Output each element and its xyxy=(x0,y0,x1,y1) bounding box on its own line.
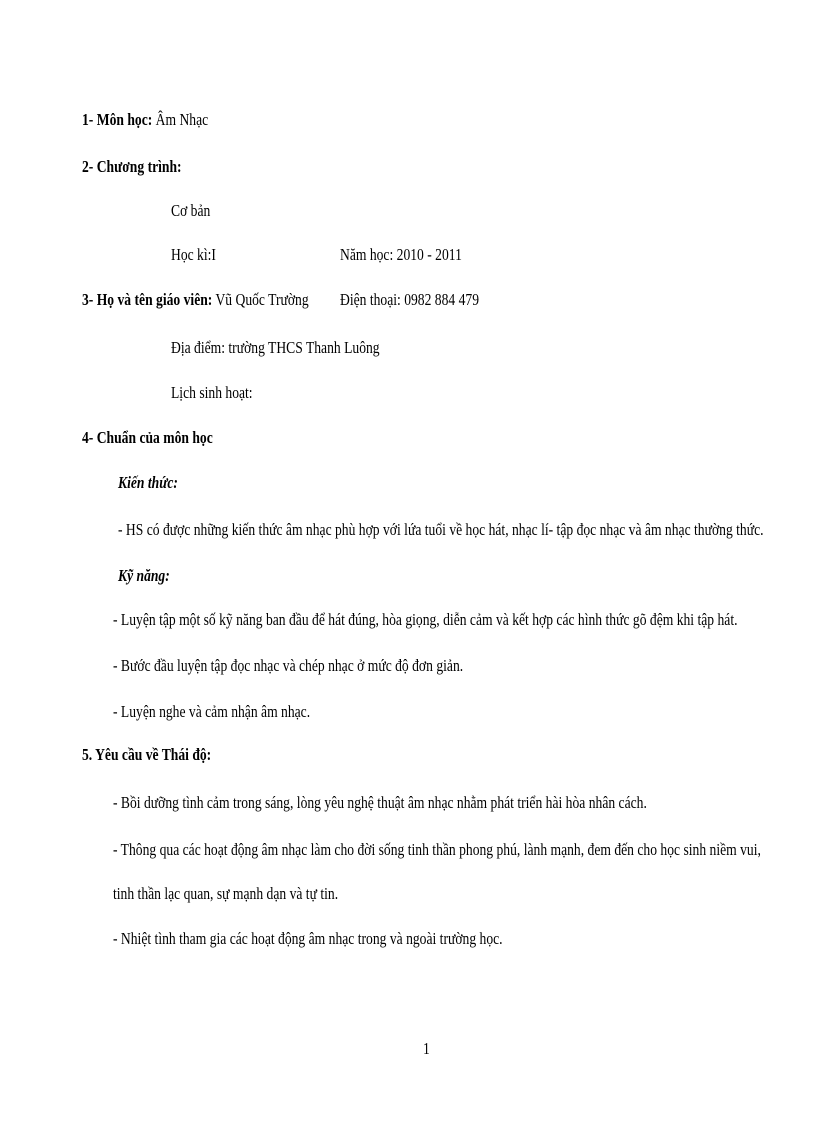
attitude-item: - Nhiệt tình tham gia các hoạt động âm nhạc trong và ngoài trường học. xyxy=(113,929,503,948)
subject-line xyxy=(82,110,208,130)
schedule: Lịch sinh hoạt: xyxy=(171,383,253,402)
page-number: 1 xyxy=(423,1039,430,1058)
school-year: Năm học: 2010 - 2011 xyxy=(340,245,462,264)
subject-value: Âm Nhạc xyxy=(152,110,209,129)
attitude-item-continued: tinh thần lạc quan, sự mạnh dạn và tự tin. xyxy=(113,884,339,903)
semester: Học kì:I xyxy=(171,245,216,264)
attitude-heading: 5. Yêu cầu về Thái độ: xyxy=(82,745,212,764)
skills-heading: Kỹ năng: xyxy=(118,566,170,585)
program-value: Cơ bản xyxy=(171,201,211,220)
knowledge-heading: Kiến thức: xyxy=(118,473,178,492)
attitude-item: - Bồi dưỡng tình cảm trong sáng, lòng yêu nghệ thuật âm nhạc nhằm phát triển hài hòa nhân cách. xyxy=(113,793,647,812)
program-heading: 2- Chương trình: xyxy=(82,157,182,176)
knowledge-text: - HS có được những kiến thức âm nhạc phù hợp với lứa tuổi về học hát, nhạc lí- tập đọc nhạc và âm nhạc thường thức. xyxy=(118,520,764,539)
teacher-line xyxy=(82,290,309,310)
skill-item: - Luyện nghe và cảm nhận âm nhạc. xyxy=(113,702,311,721)
skill-item: - Bước đầu luyện tập đọc nhạc và chép nhạc ở mức độ đơn giản. xyxy=(113,656,464,675)
subject-label: 1- Môn học: xyxy=(82,110,153,129)
standards-heading: 4- Chuẩn của môn học xyxy=(82,428,213,447)
teacher-name: Vũ Quốc Trường xyxy=(212,290,309,309)
teacher-label: 3- Họ và tên giáo viên: xyxy=(82,290,213,309)
teacher-phone: Điện thoại: 0982 884 479 xyxy=(340,290,480,309)
attitude-item: - Thông qua các hoạt động âm nhạc làm cho đời sống tinh thần phong phú, lành mạnh, đem đến cho học sinh niềm vui, xyxy=(113,840,761,859)
location: Địa điểm: trường THCS Thanh Luông xyxy=(171,338,380,357)
skill-item: - Luyện tập một số kỹ năng ban đầu để hát đúng, hòa giọng, diễn cảm và kết hợp các hình thức gõ đệm khi tập hát. xyxy=(113,610,738,629)
